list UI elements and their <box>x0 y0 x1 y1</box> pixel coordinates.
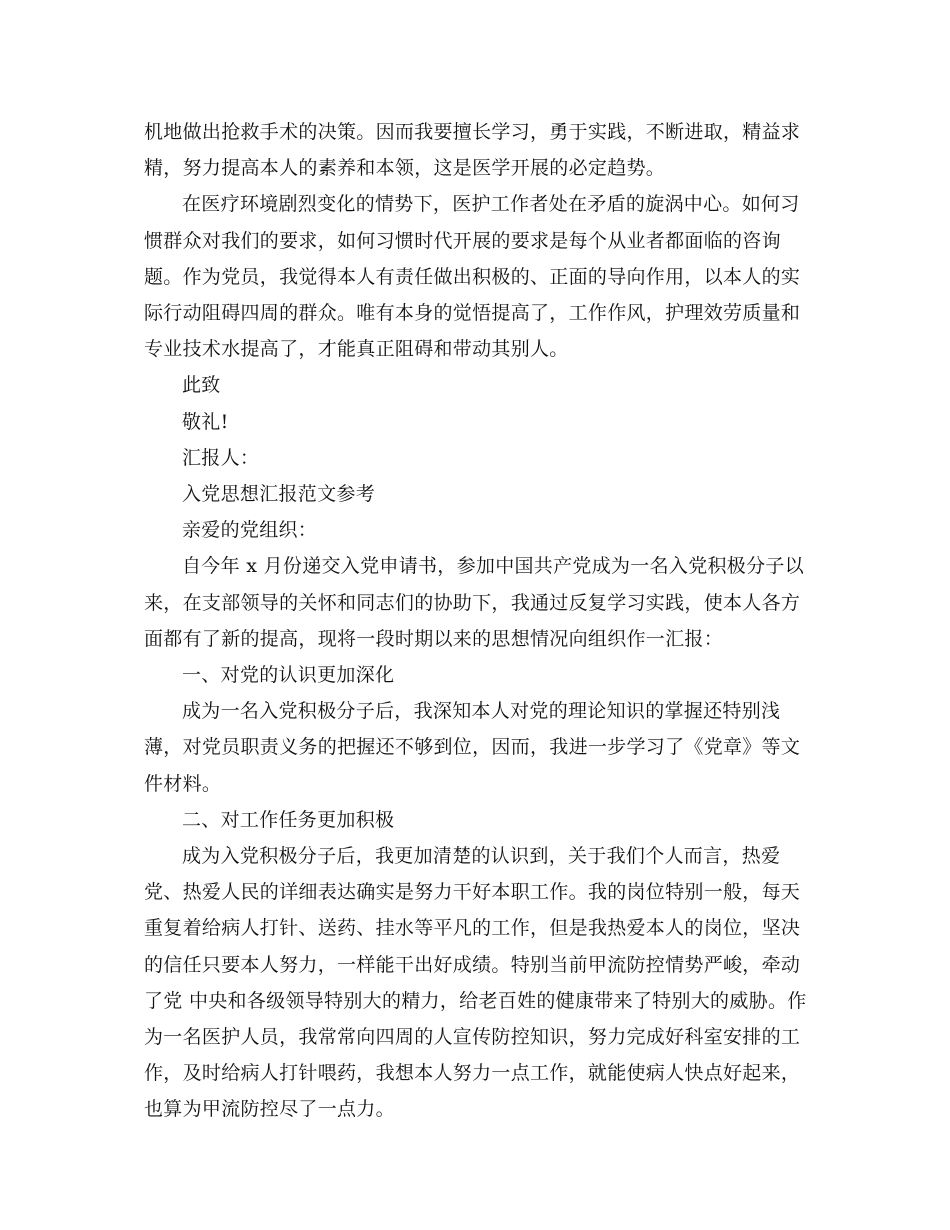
paragraph-work: 成为入党积极分子后，我更加清楚的认识到，关于我们个人而言，热爱党、热爱人民的详细表达确实是努力干好本职工作。我的岗位特别一般，每天重复着给病人打针、送药、挂水等平凡的工作，但是我热爱本人的岗位，坚决的信任只要本人努力，一样能干出好成绩。特别当前甲流防控情势严峻，牵动了党 中央和各级领导特别大的精力，给老百姓的健康带来了特别大的威胁。作为一名医护人员，我常常向四周的人宣传防控知识，努力完成好科室安排的工作，及时给病人打针喂药，我想本人努力一点工作，就能使病人快点好起来，也算为甲流防控尽了一点力。 <box>144 845 807 1121</box>
closing-salutation: 此致 <box>182 374 221 397</box>
paragraph-1: 机地做出抢救手术的决策。因而我要擅长学习，勇于实践，不断进取，精益求精，努力提高本人的素养和本领，这是医学开展的必定趋势。 <box>144 121 801 180</box>
reporter-line: 汇报人： <box>182 446 260 469</box>
paragraph-understanding: 成为一名入党积极分子后，我深知本人对党的理论知识的掌握还特别浅薄，对党员职责义务的把握还不够到位，因而，我进一步学习了《党章》等文件材料。 <box>144 700 801 795</box>
paragraph-2: 在医疗环境剧烈变化的情势下，医护工作者处在矛盾的旋涡中心。如何习惯群众对我们的要求，如何习惯时代开展的要求是每个从业者都面临的咨询题。作为党员，我觉得本人有责任做出积极的、正面的导向作用，以本人的实际行动阻碍四周的群众。唯有本身的觉悟提高了，工作作风，护理效劳质量和专业技术水提高了，才能真正阻碍和带动其别人。 <box>144 193 801 361</box>
section-title: 入党思想汇报范文参考 <box>182 483 376 506</box>
heading-two: 二、对工作任务更加积极 <box>182 808 395 831</box>
heading-one: 一、对党的认识更加深化 <box>182 664 395 687</box>
intro-paragraph: 自今年 x 月份递交入党申请书，参加中国共产党成为一名入党积极分子以来，在支部领导的关怀和同志们的协助下，我通过反复学习实践，使本人各方面都有了新的提高，现将一段时期以来的思想情况向组织作一汇报： <box>144 555 804 650</box>
document-body <box>144 114 809 1128</box>
closing-regards: 敬礼! <box>182 410 229 433</box>
greeting: 亲爱的党组织： <box>182 519 318 542</box>
